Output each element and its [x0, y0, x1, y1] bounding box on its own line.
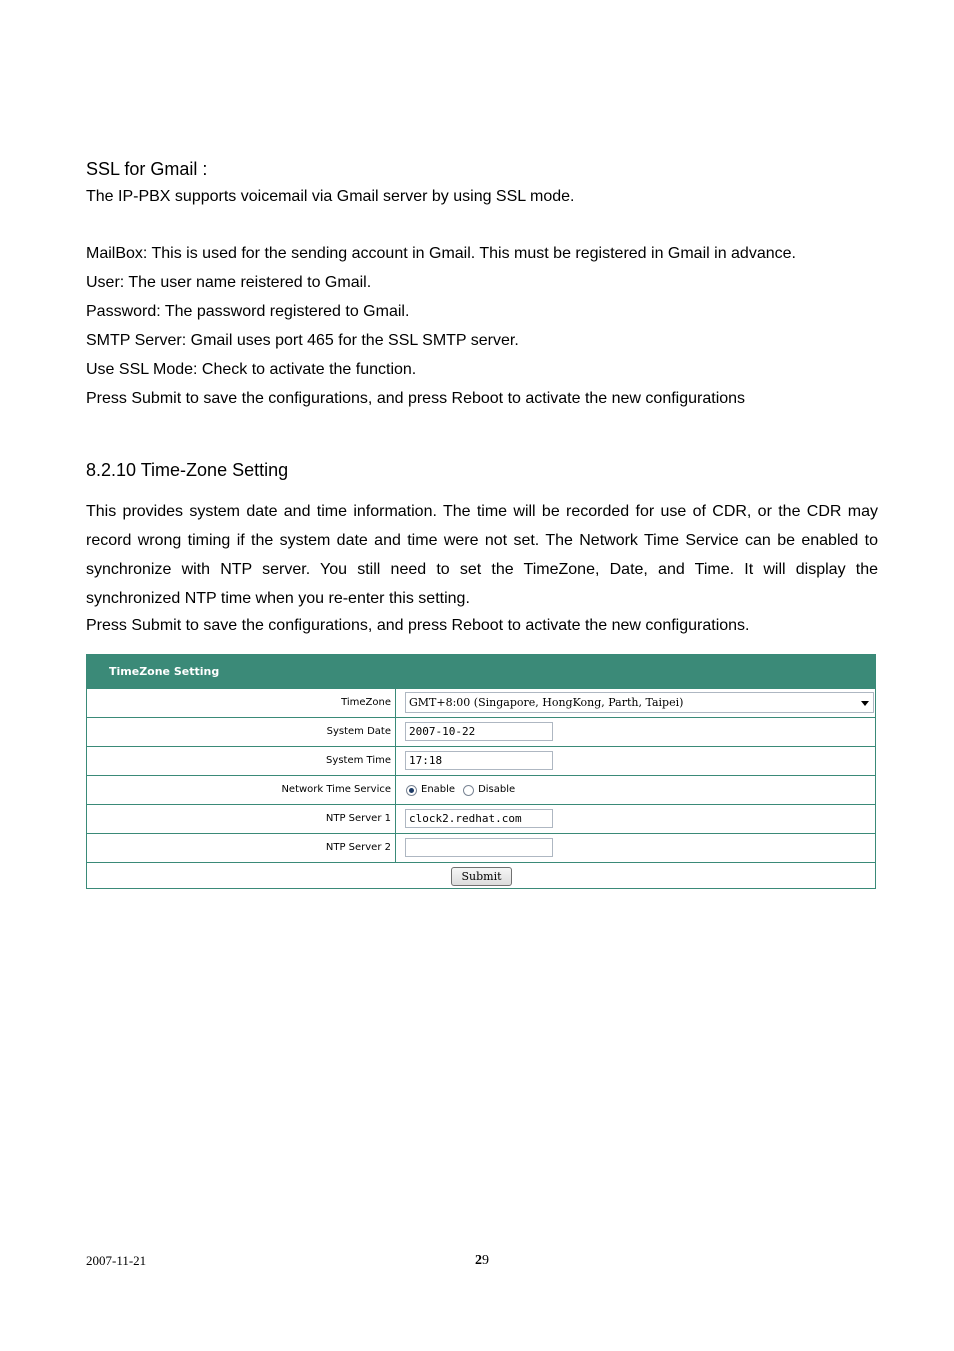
ntp-server-1-label: NTP Server 1: [325, 813, 391, 824]
enable-radio[interactable]: [406, 785, 417, 796]
system-date-row: [87, 717, 875, 746]
timezone-paragraph: This provides system date and time information. The time will be recorded for use of CDR, or the CDR may record wrong timing if the system date and time were not set. The Network Time Service can be enabled to synchronize with NTP server. You still need to set the TimeZone, Date, and Time. It will display the synchronized NTP time when you re-enter this setting.: [86, 503, 878, 607]
timezone-submit-note: Press Submit to save the configurations, and press Reboot to activate the new configurations.: [86, 617, 750, 634]
system-time-row: [87, 746, 875, 775]
timezone-select[interactable]: [405, 692, 874, 713]
network-time-service-label: Network Time Service: [281, 784, 391, 795]
disable-radio[interactable]: [463, 785, 474, 796]
footer-date: 2007-11-21: [86, 1253, 147, 1268]
ntp-server-2-label: NTP Server 2: [325, 842, 391, 853]
system-date-label: System Date: [326, 726, 391, 737]
ssl-intro: The IP-PBX supports voicemail via Gmail server by using SSL mode.: [86, 188, 575, 205]
network-time-service-options: [406, 783, 523, 797]
enable-radio-label[interactable]: Enable: [421, 784, 456, 795]
page-number-rest: 9: [482, 1253, 489, 1268]
disable-radio-label[interactable]: Disable: [478, 784, 516, 795]
ssl-line-mailbox: MailBox: This is used for the sending account in Gmail. This must be registered in Gmail in advance.: [86, 245, 796, 262]
ntp-server-2-row: [87, 833, 875, 862]
page-number: [475, 1253, 489, 1269]
system-time-label: System Time: [326, 755, 391, 766]
ssl-line-submit-note: Press Submit to save the configurations, and press Reboot to activate the new configurations: [86, 390, 746, 407]
ssl-line-password: Password: The password registered to Gmail.: [86, 303, 410, 320]
ssl-line-smtp: SMTP Server: Gmail uses port 465 for the SSL SMTP server.: [86, 332, 519, 349]
ssl-line-user: User: The user name reistered to Gmail.: [86, 274, 372, 291]
panel-title: TimeZone Setting: [87, 655, 875, 688]
timezone-selected-value: GMT+8:00 (Singapore, HongKong, Parth, Taipei): [409, 696, 684, 709]
ssl-line-sslmode: Use SSL Mode: Check to activate the function.: [86, 361, 417, 378]
ntp-server-2-input[interactable]: [405, 838, 553, 857]
submit-button[interactable]: Submit: [451, 867, 512, 886]
timezone-row: [87, 688, 875, 717]
ntp-server-1-row: [87, 804, 875, 833]
timezone-heading: 8.2.10 Time-Zone Setting: [86, 460, 289, 480]
timezone-label: TimeZone: [341, 697, 391, 708]
system-time-input[interactable]: 17:18: [405, 751, 553, 770]
page-number-bold: 2: [475, 1253, 482, 1268]
submit-row: [87, 862, 875, 891]
network-time-service-row: [87, 775, 875, 804]
ssl-heading: SSL for Gmail :: [86, 159, 208, 179]
ntp-server-1-input[interactable]: clock2.redhat.com: [405, 809, 553, 828]
system-date-input[interactable]: 2007-10-22: [405, 722, 553, 741]
timezone-setting-panel: [86, 654, 876, 889]
chevron-down-icon[interactable]: [861, 701, 869, 706]
